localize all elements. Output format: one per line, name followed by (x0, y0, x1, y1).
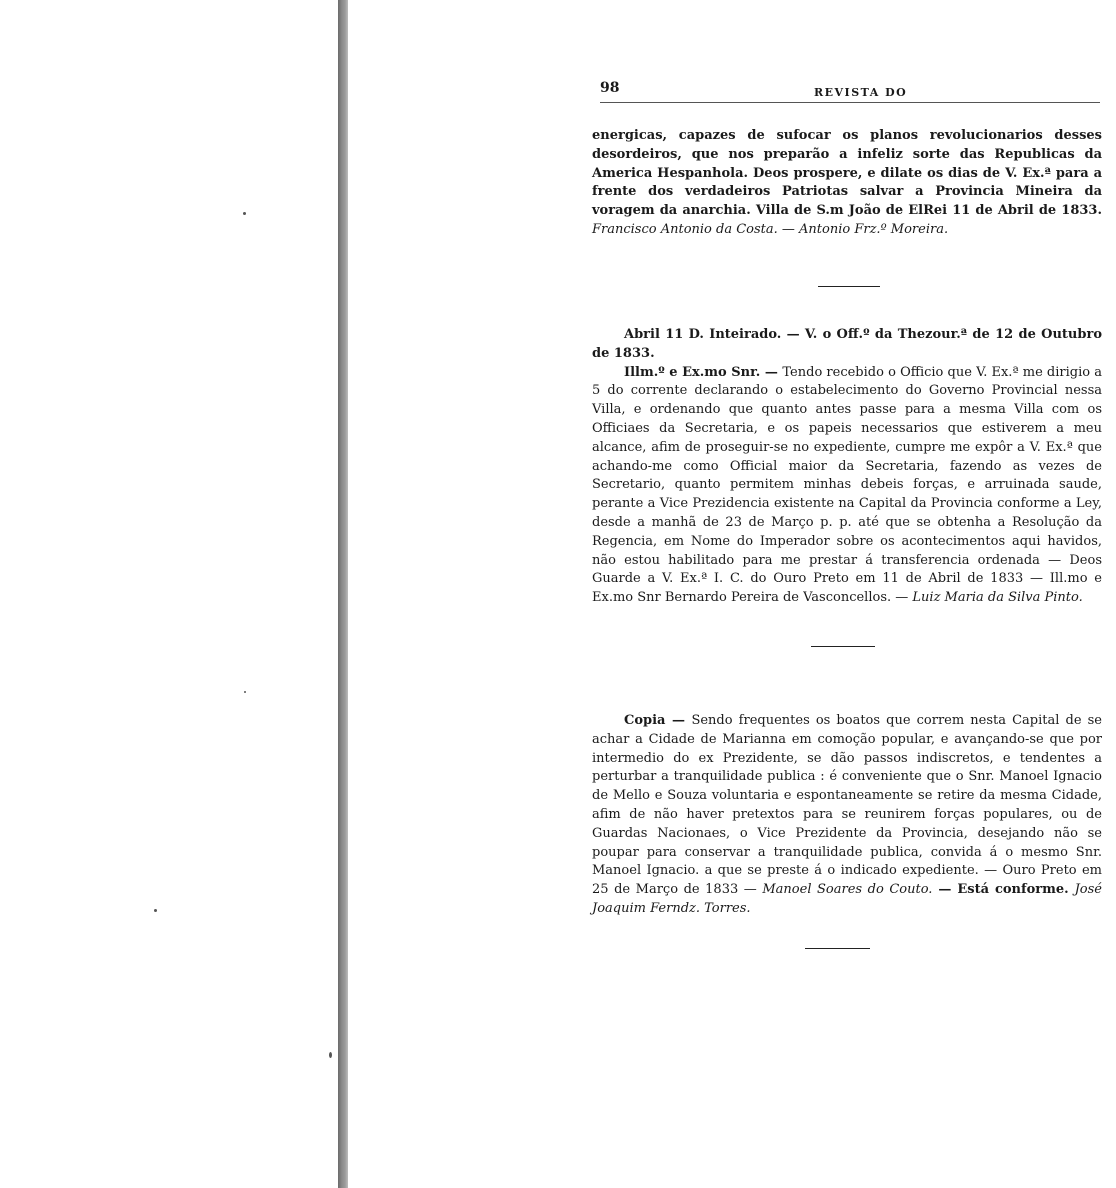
scan-speck (154, 909, 157, 912)
reply-body: Tendo recebido o Officio que V. Ex.ª me dirigio a 5 do corrente declarando o estabelecimento do Governo Provincial nessa Villa, e ordenando que quanto antes passe para a mesma Villa com os Officiaes da Secretaria, e os papeis necessarios que estiverem a meu alcance, afim de proseguir-se no expediente, cumpre me expôr a V. Ex.ª que achando-me como Official maior da Secretaria, fazendo as vezes de Secretario, quanto permitem minhas debeis forças, e arruinada saude, perante a Vice Prezidencia existente na Capital da Provincia conforme a Ley, desde a manhã de 23 de Março p. p. até que se obtenha a Resolução da Regencia, em Nome do Imperador sobre os acontecimentos aqui havidos, não estou habilitado para me prestar á transferencia ordenada — Deos Guarde a V. Ex.ª I. C. do Ouro Preto em 11 de Abril de 1833 — Ill.mo e Ex.mo Snr Bernardo Pereira de Vasconcellos. — (592, 364, 1102, 606)
page-gutter-shadow (338, 0, 348, 1188)
letter-continuation-text: energicas, capazes de sufocar os planos revolucionarios desses desordeiros, que nos preparão a infeliz sorte das Republicas da America Hespanhola. Deos prospere, e dilate os dias de V. Ex.ª para a frente dos verdadeiros Patriotas salvar a Provincia Mineira da voragem da anarchia. Villa de S.m João de ElRei 11 de Abril de 1833. (592, 128, 1102, 219)
copy-signature-2: José Joaquim Ferndz. Torres. (592, 882, 1102, 916)
official-reply (592, 326, 1102, 608)
section-separator (818, 286, 880, 287)
header-rule (600, 102, 1100, 103)
scan-speck (243, 212, 246, 215)
letter-signature: Francisco Antonio da Costa. — Antonio Frz.º Moreira. (592, 221, 949, 237)
letter-continuation (592, 127, 1102, 240)
section-separator (811, 646, 875, 647)
scan-speck (329, 1052, 332, 1058)
reply-intro: Abril 11 D. Inteirado. — V. o Off.º da Thezour.ª de 12 de Outubro de 1833. (592, 327, 1102, 361)
running-head: REVISTA DO (814, 86, 908, 99)
reply-signature: Luiz Maria da Silva Pinto. (912, 590, 1083, 606)
copy-conformity: — Está conforme. (932, 882, 1075, 898)
scan-speck (244, 691, 246, 693)
copy-document (592, 712, 1102, 919)
page-header (600, 80, 1100, 106)
page-number: 98 (600, 80, 620, 96)
copy-body: Sendo frequentes os boatos que correm nesta Capital de se achar a Cidade de Marianna em comoção popular, e avançando-se que por intermedio do ex Prezidente, se dão passos indiscretos, e tendentes a perturbar a tranquilidade publica : é conveniente que o Snr. Manoel Ignacio de Mello e Souza voluntaria e espontaneamente se retire da mesma Cidade, afim de não haver pretextos para se reunirem forças populares, ou de Guardas Nacionaes, o Vice Prezidente da Provincia, desejando não se poupar para conservar a tranquilidade publica, convida á o mesmo Snr. Manoel Ignacio. a que se preste á o indicado expediente. — Ouro Preto em 25 de Março de 1833 — (592, 713, 1102, 898)
copy-signature-1: Manoel Soares do Couto. (762, 882, 933, 898)
section-separator (805, 948, 870, 949)
reply-salutation: Illm.º e Ex.mo Snr. — (624, 364, 783, 380)
copy-lead: Copia — (624, 713, 692, 728)
